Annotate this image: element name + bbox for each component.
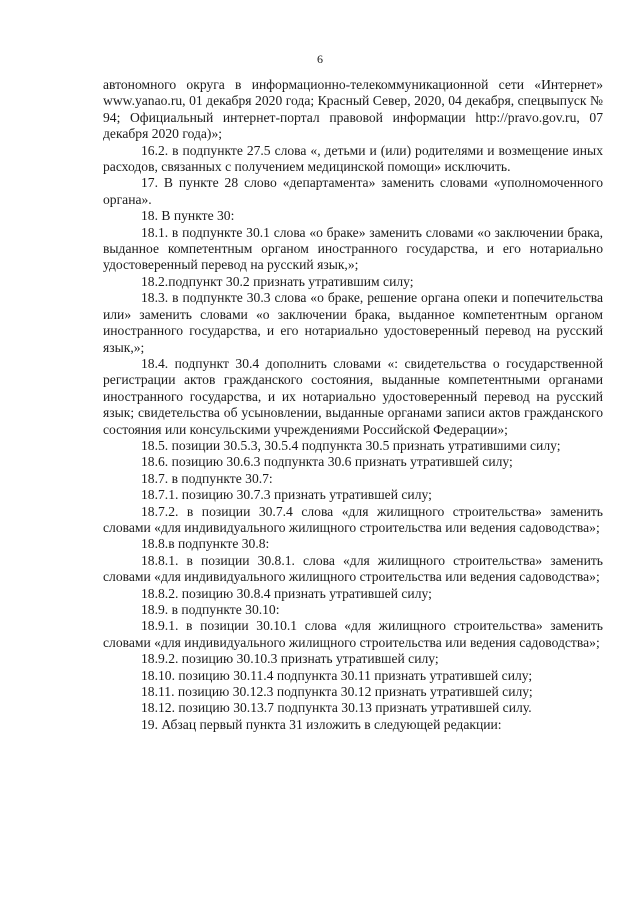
paragraph: 16.2. в подпункте 27.5 слова «, детьми и (или) родителями и возмещение иных расходов, связанных с получением медицинской помощи» исключить. <box>103 142 603 175</box>
paragraph: 18.6. позицию 30.6.3 подпункта 30.6 признать утратившей силу; <box>141 454 513 470</box>
paragraph: 18.8.в подпункте 30.8: <box>141 536 270 552</box>
paragraph: 18.9.1. в позиции 30.10.1 слова «для жилищного строительства» заменить словами «для индивидуального жилищного строительства или ведения садоводства»; <box>103 618 603 650</box>
paragraph: 18.10. позицию 30.11.4 подпункта 30.11 признать утратившей силу; <box>141 667 533 683</box>
paragraph: 18.9. в подпункте 30.10: <box>141 602 280 617</box>
paragraph: 17. В пункте 28 слово «департамента» заменить словами «уполномоченного органа». <box>103 175 603 207</box>
document-body <box>103 77 603 733</box>
paragraph: 18.5. позиции 30.5.3, 30.5.4 подпункта 30.5 признать утратившими силу; <box>141 437 561 453</box>
paragraph: 19. Абзац первый пункта 31 изложить в следующей редакции: <box>141 716 502 732</box>
paragraph: 18.7.1. позицию 30.7.3 признать утратившей силу; <box>141 487 432 503</box>
paragraph: 18.4. подпункт 30.4 дополнить словами «: свидетельства о государственной регистрации актов гражданского состояния, выданные компетентными органами иностранного государства, и их нотариально удостоверенный перевод на русский язык; свидетельства об усыновлении, выданные органами записи актов гражданского состояния или консульскими учреждениями Российской Федерации»; <box>103 355 603 437</box>
paragraph: 18.11. позицию 30.12.3 подпункта 30.12 признать утратившей силу; <box>141 684 533 700</box>
paragraph: 18.7. в подпункте 30.7: <box>141 470 273 486</box>
paragraph: 18.2.подпункт 30.2 признать утратившим силу; <box>141 273 414 289</box>
paragraph: 18.9.2. позицию 30.10.3 признать утратившей силу; <box>141 651 439 667</box>
paragraph: 18.12. позицию 30.13.7 подпункта 30.13 признать утратившей силу. <box>141 700 532 716</box>
paragraph: 18.8.1. в позиции 30.8.1. слова «для жилищного строительства» заменить словами «для индивидуального жилищного строительства или ведения садоводства»; <box>103 552 603 585</box>
paragraph: автономного округа в информационно-телекоммуникационной сети «Интернет» www.yanao.ru, 01 декабря 2020 года; Красный Север, 2020, 04 декабря, спецвыпуск № 94; Официальный интернет-портал правовой информации http://pravo.gov.ru, 07 декабря 2020 года)»; <box>103 77 603 142</box>
page-number: 6 <box>317 52 323 66</box>
paragraph: 18.8.2. позицию 30.8.4 признать утратившей силу; <box>141 585 432 601</box>
paragraph: 18. В пункте 30: <box>141 208 235 224</box>
paragraph: 18.3. в подпункте 30.3 слова «о браке, решение органа опеки и попечительства или» заменить словами «о заключении брака, выданное компетентным органом иностранного государства, и его нотариально удостоверенный перевод на русский язык,»; <box>103 290 603 355</box>
paragraph: 18.7.2. в позиции 30.7.4 слова «для жилищного строительства» заменить словами «для индивидуального жилищного строительства или ведения садоводства»; <box>103 503 603 535</box>
paragraph: 18.1. в подпункте 30.1 слова «о браке» заменить словами «о заключении брака, выданное компетентным органом иностранного государства, и его нотариально удостоверенный перевод на русский язык,»; <box>103 224 603 273</box>
